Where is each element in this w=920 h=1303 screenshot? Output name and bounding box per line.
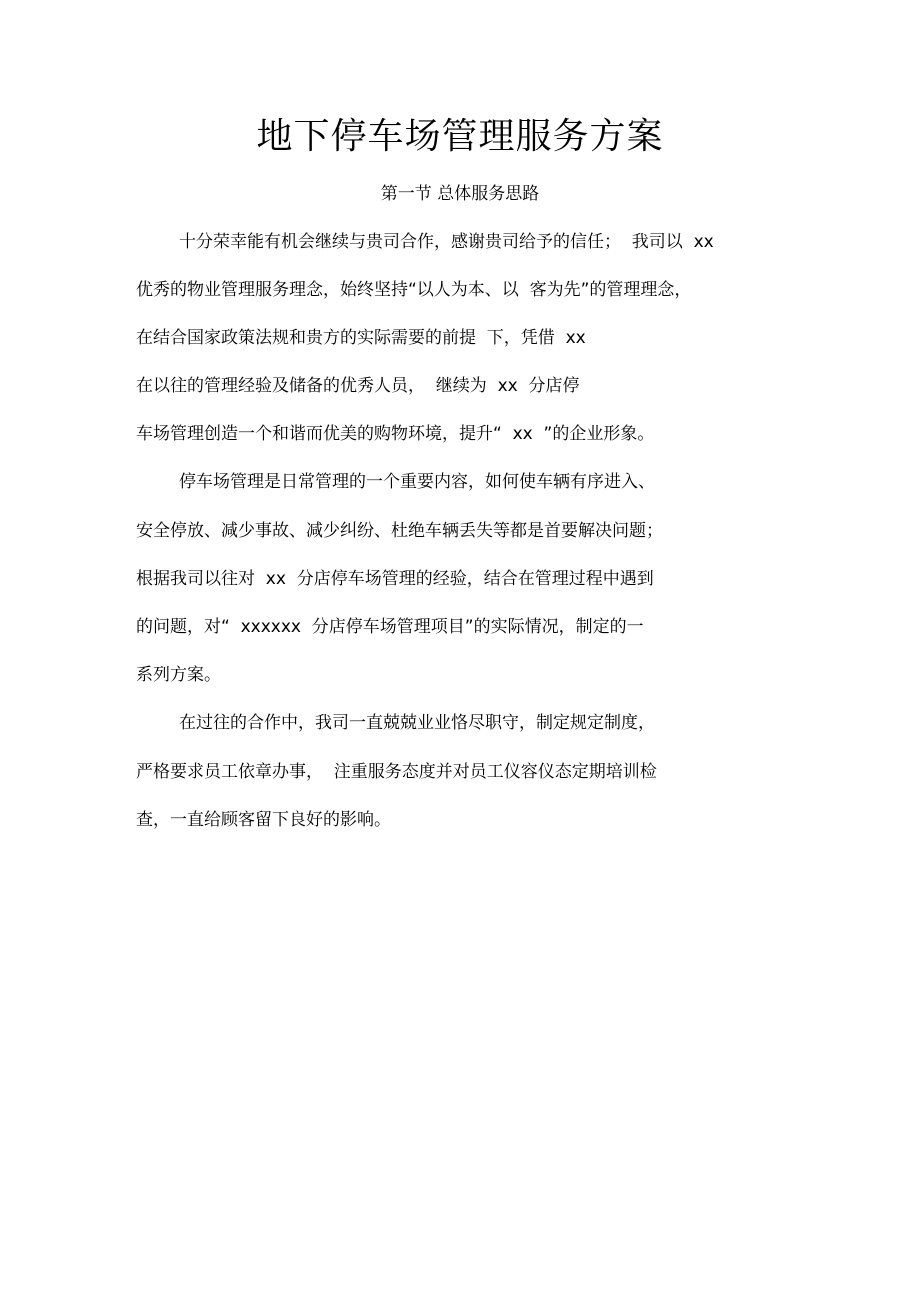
paragraph-3-line-3: 查，一直给顾客留下良好的影响。: [136, 810, 391, 830]
paragraph-1-line-2: 优秀的物业管理服务理念，始终坚持“以人为本、以 客为先”的管理理念，: [136, 280, 692, 300]
paragraph-1-line-3: 在结合国家政策法规和贵方的实际需要的前提 下，凭借 xx: [136, 328, 586, 348]
paragraph-1-line-1: 十分荣幸能有机会继续与贵司合作，感谢贵司给予的信任； 我司以 xx: [179, 232, 714, 252]
paragraph-3-line-1: 在过往的合作中，我司一直兢兢业业恪尽职守，制定规定制度，: [179, 713, 655, 733]
paragraph-2-line-1: 停车场管理是日常管理的一个重要内容，如何使车辆有序进入、: [179, 472, 655, 492]
paragraph-3-line-2: 严格要求员工依章办事， 注重服务态度并对员工仪容仪态定期培训检: [136, 762, 657, 782]
section-heading: 第一节 总体服务思路: [380, 184, 540, 204]
paragraph-2-line-4: 的问题，对“ xxxxxx 分店停车场管理项目”的实际情况，制定的一: [136, 617, 644, 637]
paragraph-1-line-5: 车场管理创造一个和谐而优美的购物环境，提升“ xx ”的企业形象。: [136, 424, 655, 444]
document-title: 地下停车场管理服务方案: [256, 116, 664, 157]
paragraph-1-line-4: 在以往的管理经验及储备的优秀人员， 继续为 xx 分店停: [136, 376, 580, 396]
paragraph-2-line-2: 安全停放、减少事故、减少纠纷、杜绝车辆丢失等都是首要解决问题；: [136, 521, 663, 541]
paragraph-2-line-3: 根据我司以往对 xx 分店停车场管理的经验，结合在管理过程中遇到: [136, 569, 654, 589]
paragraph-2-line-5: 系列方案。: [136, 665, 221, 685]
